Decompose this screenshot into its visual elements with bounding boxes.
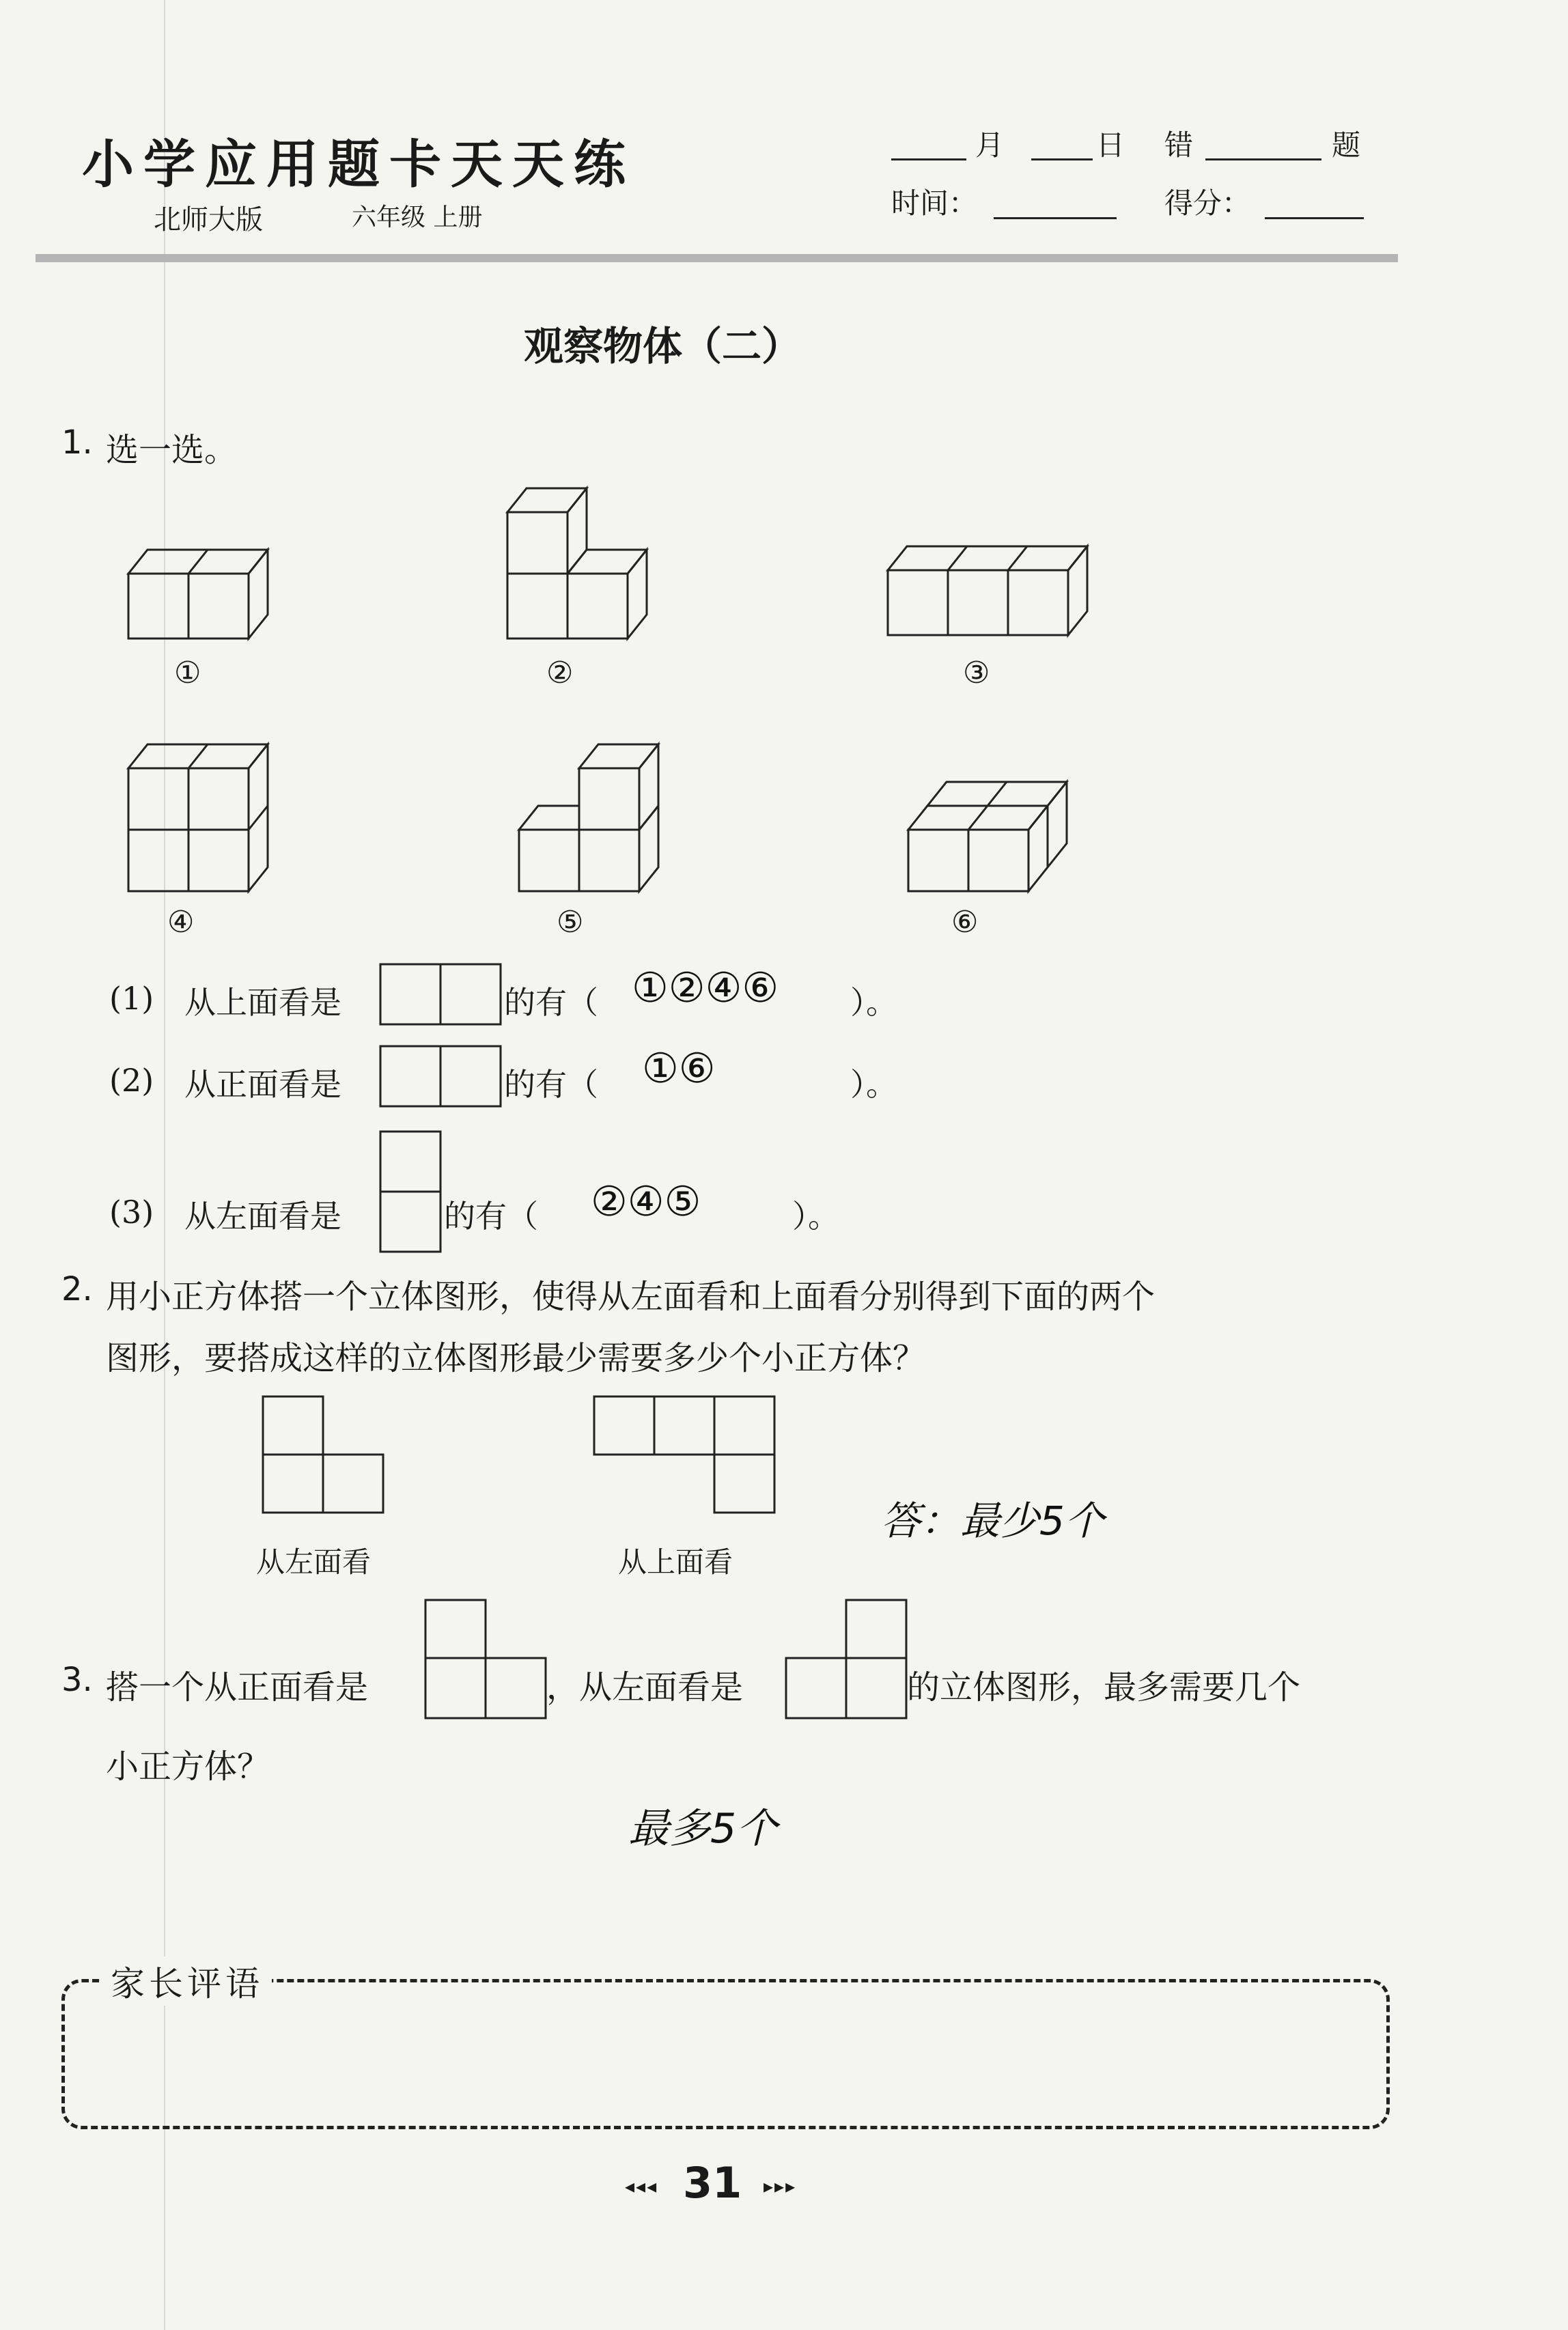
q1-sub2-shape [379, 1045, 502, 1110]
page-title: 观察物体（二） [523, 323, 801, 369]
q3-left-view-figure [784, 1598, 910, 1721]
figure-6-cubes [908, 782, 1067, 891]
q3-answer[interactable]: 最多5个 [628, 1805, 778, 1853]
q1-sub2-prefix: 从正面看是 [184, 1066, 341, 1103]
q1-sub1-answer[interactable]: ①②④⑥ [632, 964, 779, 1012]
q2-number: 2. [61, 1270, 93, 1308]
q2-top-view-figure [591, 1393, 779, 1516]
day-label: 日 [1096, 128, 1125, 162]
q3-part1: 搭一个从正面看是 [106, 1668, 369, 1707]
q1-sub3-suffix: 的有（ [444, 1198, 538, 1235]
q2-left-view-figure [260, 1393, 389, 1516]
brand-title: 小学应用题卡天天练 [82, 134, 635, 195]
option-5-label: ⑤ [557, 905, 584, 940]
figure-3-cubes [888, 546, 1087, 635]
q1-sub1-close: ）。 [850, 984, 897, 1021]
q1-sub2-number: (2) [109, 1062, 154, 1099]
q1-text: 选一选。 [106, 431, 238, 469]
q2-left-view-caption: 从左面看 [256, 1545, 372, 1579]
option-1-label: ① [174, 656, 201, 690]
parent-comment-title: 家长评语 [102, 1956, 272, 2006]
page-number: 31 [683, 2158, 742, 2208]
q2-top-view-caption: 从上面看 [618, 1545, 733, 1579]
figure-4-cubes [128, 744, 268, 891]
wrong-label: 错 [1164, 128, 1194, 162]
question-label: 题 [1332, 128, 1361, 162]
q2-line2: 图形，要搭成这样的立体图形最少需要多少个小正方体？ [106, 1339, 926, 1377]
q1-sub3-number: (3) [109, 1194, 154, 1231]
q2-answer[interactable]: 答：最少5个 [881, 1498, 1104, 1544]
q3-part2: ，从左面看是 [546, 1668, 744, 1707]
figure-1-cubes [128, 550, 268, 638]
option-6-label: ⑥ [951, 905, 979, 940]
left-arrows-icon: ◂◂◂ [625, 2175, 658, 2198]
q1-sub3-close: ）。 [792, 1198, 839, 1235]
q1-sub2-close: ）。 [850, 1066, 897, 1103]
option-2-label: ② [546, 656, 574, 690]
q1-number: 1. [61, 423, 93, 462]
q1-sub1-shape [379, 963, 502, 1028]
option-3-label: ③ [963, 656, 990, 690]
q3-number: 3. [61, 1661, 93, 1699]
q1-figures [0, 0, 1568, 956]
figure-2-cubes [507, 488, 647, 638]
figure-5-cubes [519, 744, 658, 891]
time-label: 时间： [891, 186, 978, 220]
score-label: 得分： [1164, 186, 1251, 220]
q1-sub2-answer[interactable]: ①⑥ [642, 1045, 716, 1093]
q3-line2: 小正方体？ [106, 1747, 270, 1786]
q3-front-view-figure [423, 1598, 550, 1721]
grade-label: 六年级 上册 [352, 203, 483, 231]
edition-label: 北师大版 [154, 204, 263, 236]
q2-line1: 用小正方体搭一个立体图形，使得从左面看和上面看分别得到下面的两个 [106, 1278, 1156, 1316]
q1-sub1-suffix: 的有（ [504, 984, 598, 1021]
q1-sub1-number: (1) [109, 980, 154, 1017]
option-4-label: ④ [167, 905, 195, 940]
q3-part3: 的立体图形，最多需要几个 [907, 1668, 1301, 1707]
q1-sub1-prefix: 从上面看是 [184, 984, 341, 1021]
q1-sub3-answer[interactable]: ②④⑤ [591, 1178, 701, 1226]
q1-sub3-shape [379, 1130, 444, 1253]
month-label: 月 [975, 128, 1005, 162]
q1-sub3-prefix: 从左面看是 [184, 1198, 341, 1235]
q1-sub2-suffix: 的有（ [504, 1066, 598, 1103]
right-arrows-icon: ▸▸▸ [764, 2175, 797, 2198]
